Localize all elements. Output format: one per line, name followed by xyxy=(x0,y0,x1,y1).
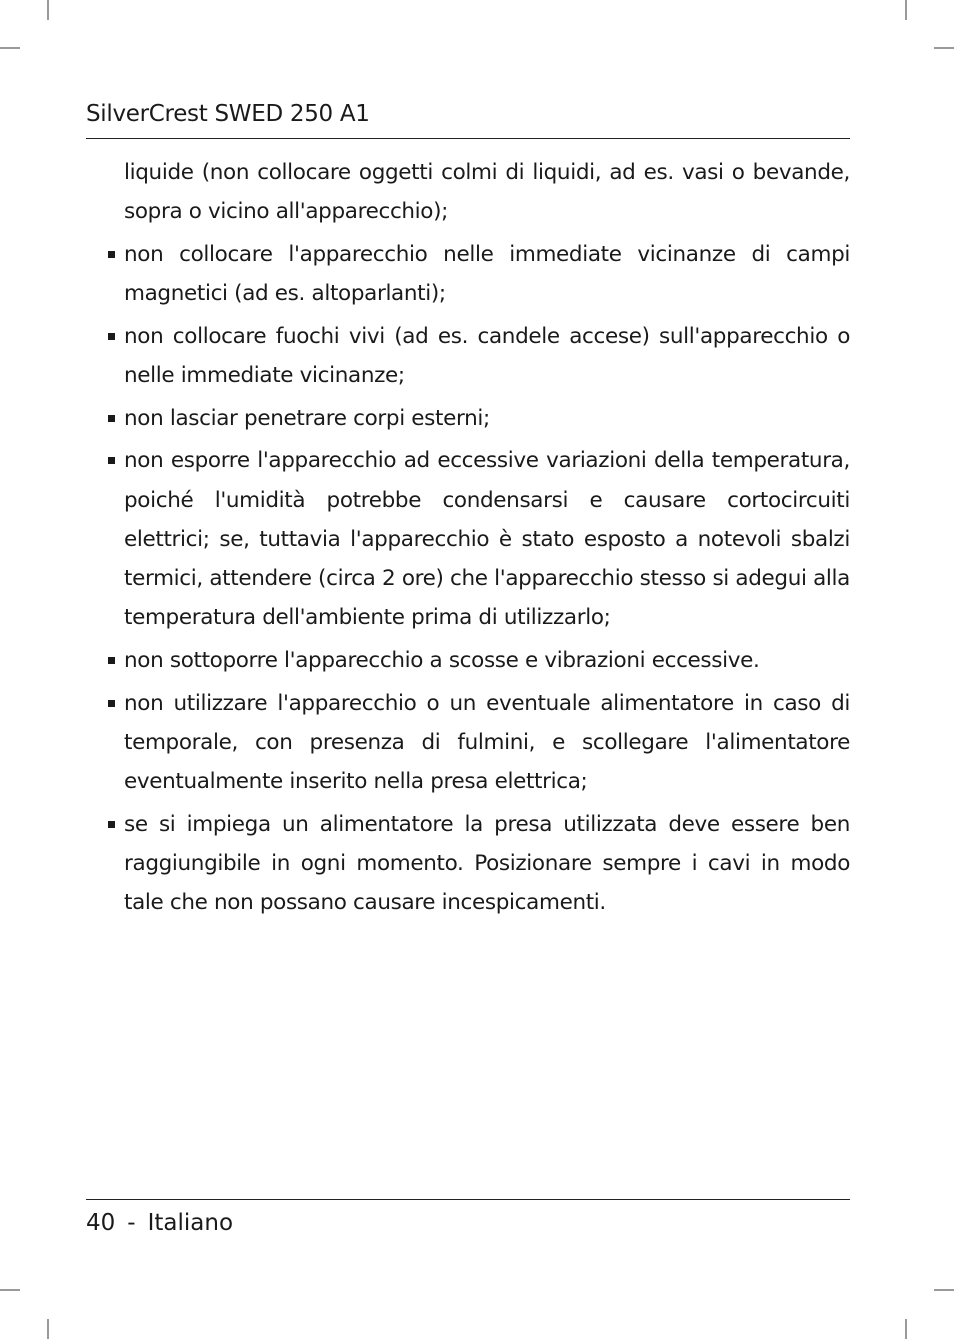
list-item-text: non utilizzare l'apparecchio o un eventuale alimentatore in caso di temporale, con presenza di fulmini, e scollegare l'alimentatore eventualmente inserito nella presa elettrica; xyxy=(124,690,850,795)
list-item xyxy=(86,235,850,313)
list-item xyxy=(86,641,850,680)
list-item-text: non collocare l'apparecchio nelle immediate vicinanze di campi magnetici (ad es. altoparlanti); xyxy=(124,241,850,307)
crop-mark-bottom-left-h xyxy=(0,1289,20,1291)
page-content xyxy=(86,153,850,926)
bullet-icon xyxy=(108,415,115,422)
list-item xyxy=(86,441,850,637)
crop-mark-bottom-right-h xyxy=(934,1289,954,1291)
list-item-text: se si impiega un alimentatore la presa utilizzata deve essere ben raggiungibile in ogni momento. Posizionare sempre i cavi in modo tale che non possano causare incespicamenti. xyxy=(124,811,850,916)
list-item xyxy=(86,317,850,395)
crop-mark-top-left-h xyxy=(0,47,20,49)
list-item-text: non sottoporre l'apparecchio a scosse e vibrazioni eccessive. xyxy=(124,647,760,673)
bullet-icon xyxy=(108,333,115,340)
list-item-text: non collocare fuochi vivi (ad es. candele accese) sull'apparecchio o nelle immediate vicinanze; xyxy=(124,323,850,389)
list-item xyxy=(86,684,850,802)
crop-mark-top-right-h xyxy=(934,47,954,49)
page-header xyxy=(86,98,850,139)
page-number: 40 xyxy=(86,1210,116,1236)
footer-separator: - xyxy=(127,1210,136,1236)
list-item-text: non lasciar penetrare corpi esterni; xyxy=(124,405,490,431)
header-title: SilverCrest SWED 250 A1 xyxy=(86,101,370,127)
page-footer xyxy=(86,1199,850,1236)
crop-mark-top-left xyxy=(47,0,49,20)
bullet-icon xyxy=(108,657,115,664)
list-item xyxy=(86,805,850,923)
bullet-icon xyxy=(108,251,115,258)
bullet-icon xyxy=(108,821,115,828)
crop-mark-bottom-right xyxy=(905,1319,907,1339)
footer-language: Italiano xyxy=(147,1210,234,1236)
crop-mark-bottom-left xyxy=(47,1319,49,1339)
list-item xyxy=(86,399,850,438)
bullet-icon xyxy=(108,457,115,464)
footer-text xyxy=(86,1208,233,1238)
bullet-icon xyxy=(108,700,115,707)
continuation-paragraph: liquide (non collocare oggetti colmi di liquidi, ad es. vasi o bevande, sopra o vicino all'apparecchio); xyxy=(124,160,850,225)
crop-mark-top-right xyxy=(905,0,907,20)
list-item-text: non esporre l'apparecchio ad eccessive variazioni della temperatura, poiché l'umidità potrebbe condensarsi e causare cortocircuiti elettrici; se, tuttavia l'apparecchio è stato esposto a notevoli sbalzi termici, attendere (circa 2 ore) che l'apparecchio stesso si adegui alla temperatura dell'ambiente prima di utilizzarlo; xyxy=(124,448,850,631)
